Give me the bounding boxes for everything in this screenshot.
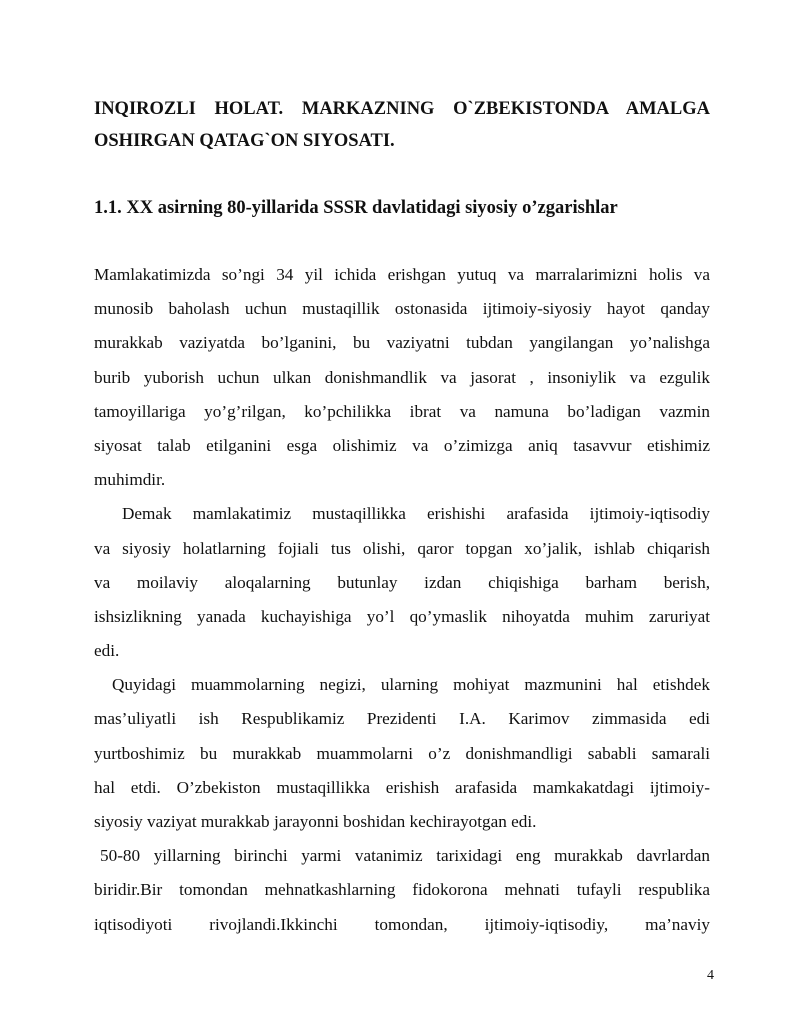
paragraph-line: edi. <box>94 641 120 661</box>
title-line: OSHIRGAN QATAG`ON SIYOSATI. <box>94 131 395 151</box>
paragraph-line: Mamlakatimizda so’ngi 34 yil ichida erishgan yutuq va marralarimizni holis va <box>94 265 710 284</box>
paragraph-line: iqtisodiyoti rivojlandi.Ikkinchi tomondan, ijtimoiy-iqtisodiy, ma’naviy <box>94 914 710 934</box>
paragraph-line: hal etdi. O’zbekiston mustaqillikka erishish arafasida mamkakatdagi ijtimoiy- <box>94 777 710 797</box>
paragraph-line: siyosat talab etilganini esga olishimiz va o’zimizga aniq tasavvur etishimiz <box>94 435 710 455</box>
paragraph-line: va moilaviy aloqalarning butunlay izdan chiqishiga barham berish, <box>94 572 710 592</box>
document-title <box>94 93 710 157</box>
paragraph-line: biridir.Bir tomondan mehnatkashlarning fidokorona mehnati tufayli respublika <box>94 880 710 900</box>
section-heading: 1.1. XX asirning 80-yillarida SSSR davlatidagi siyosiy o’zgarishlar <box>94 198 618 218</box>
paragraph-line: muhimdir. <box>94 470 166 490</box>
paragraph-line: siyosiy vaziyat murakkab jarayonni boshidan kechirayotgan edi. <box>94 812 537 831</box>
paragraph-line: yurtboshimiz bu murakkab muammolarni o’z donishmandligi sababli samarali <box>94 743 710 763</box>
paragraph-line: munosib baholash uchun mustaqillik ostonasida ijtimoiy-siyosiy hayot qanday <box>94 299 710 319</box>
paragraph-line: Quyidagi muammolarning negizi, ularning mohiyat mazmunini hal etishdek <box>112 675 710 695</box>
title-line: INQIROZLI HOLAT. MARKAZNING O`ZBEKISTONDA AMALGA <box>94 99 710 119</box>
paragraph-line: 50-80 yillarning birinchi yarmi vatanimiz tarixidagi eng murakkab davrlardan <box>100 846 710 866</box>
paragraph-line: Demak mamlakatimiz mustaqillikka erishishi arafasida ijtimoiy-iqtisodiy <box>122 504 710 524</box>
paragraph-line: burib yuborish uchun ulkan donishmandlik va jasorat , insoniylik va ezgulik <box>94 367 710 387</box>
paragraph-line: ishsizlikning yanada kuchayishiga yo’l qo’ymaslik nihoyatda muhim zaruriyat <box>94 606 710 626</box>
body-text <box>94 258 710 942</box>
paragraph-line: mas’uliyatli ish Respublikamiz Prezidenti I.A. Karimov zimmasida edi <box>94 709 710 729</box>
paragraph-line: tamoyillariga yo’g’rilgan, ko’pchilikka ibrat va namuna bo’ladigan vazmin <box>94 401 710 421</box>
page-number: 4 <box>707 968 714 983</box>
paragraph-line: murakkab vaziyatda bo’lganini, bu vaziyatni tubdan yangilangan yo’nalishga <box>94 333 710 353</box>
paragraph-line: va siyosiy holatlarning fojiali tus olishi, qaror topgan xo’jalik, ishlab chiqarish <box>94 538 710 558</box>
